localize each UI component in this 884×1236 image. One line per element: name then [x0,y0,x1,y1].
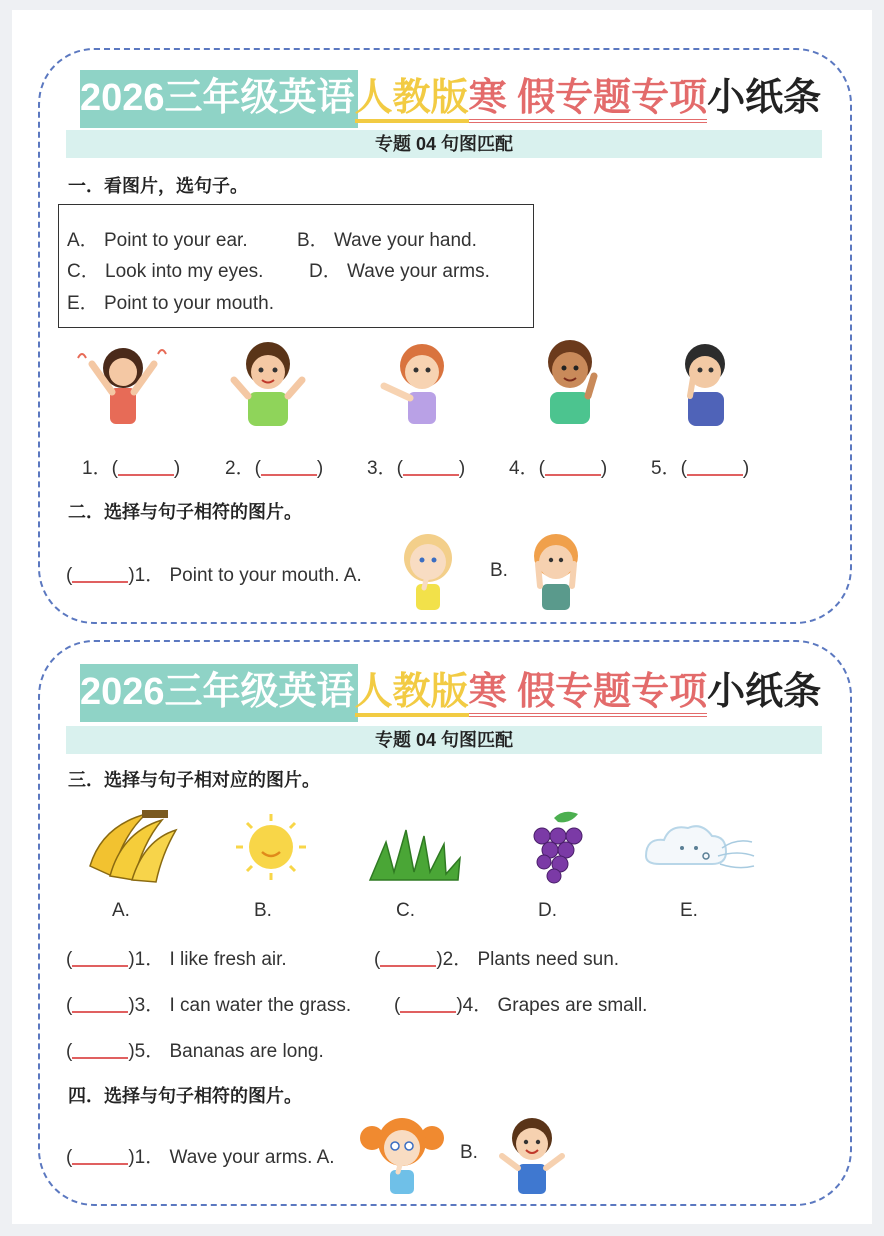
boy-waving-arms-image [494,1112,570,1196]
girl-finger-on-lips-image [352,1112,452,1196]
question-line: ( )1． I like fresh air. [66,949,287,970]
wind-cloud-image [636,816,762,880]
blank-line[interactable] [545,456,601,476]
picture-label-b: B. [254,900,272,921]
option-b-label: B. [460,1142,478,1163]
blank-line[interactable] [72,1039,128,1059]
blank-line[interactable] [261,456,317,476]
blank-line[interactable] [72,563,128,583]
kid-pointing-ear-image [520,336,620,432]
answer-blank-3[interactable]: 3．( ) [367,458,466,479]
picture-label-c: C. [396,900,415,921]
kid-pointing-ears-image [218,336,318,432]
kid-pointing-eyes-image [660,336,750,432]
worksheet-card-1 [38,48,852,624]
question-line: ( )3． I can water the grass. [66,995,352,1016]
blank-line[interactable] [72,1145,128,1165]
question-line: ( )2． Plants need sun. [374,949,620,970]
boy-covering-ears-image [520,528,590,612]
answer-blank-1[interactable]: 1．( ) [82,458,181,479]
answer-blank-5[interactable]: 5．( ) [651,458,750,479]
subtitle-bar: 专题 04 句图匹配 [66,130,822,158]
option-b: B． Wave your hand. [297,230,477,251]
blank-line[interactable] [400,993,456,1013]
question-line: ( )4． Grapes are small. [394,995,648,1016]
options-box [58,204,534,328]
blank-line[interactable] [118,456,174,476]
grapes-image [524,806,590,886]
blank-line[interactable] [72,947,128,967]
picture-label-d: D. [538,900,557,921]
page-title: 2026三年级英语人教版寒 假专题专项小纸条 [80,670,821,714]
page-title: 2026三年级英语人教版寒 假专题专项小纸条 [80,76,821,120]
option-e: E． Point to your mouth. [67,293,274,314]
option-b-label: B. [490,560,508,581]
blank-line[interactable] [687,456,743,476]
blank-line[interactable] [403,456,459,476]
blank-line[interactable] [380,947,436,967]
bananas-image [82,806,182,886]
section-heading: 三．选择与句子相对应的图片。 [68,770,320,790]
section-heading: 二．选择与句子相符的图片。 [68,502,302,522]
kid-waving-hands-image [68,336,178,432]
picture-label-a: A. [112,900,130,921]
question-line: ( )5． Bananas are long. [66,1041,324,1062]
kid-waving-hand-image [370,336,470,432]
section-heading: 四．选择与句子相符的图片。 [68,1086,302,1106]
picture-label-e: E. [680,900,698,921]
question-line: ( )1． Wave your arms. A. [66,1147,335,1168]
grass-image [366,822,462,882]
option-a: A． Point to your ear. [67,230,248,251]
subtitle-bar: 专题 04 句图匹配 [66,726,822,754]
sun-image [228,812,314,882]
girl-pointing-mouth-image [390,528,466,612]
answer-blank-2[interactable]: 2．( ) [225,458,324,479]
blank-line[interactable] [72,993,128,1013]
section-heading: 一．看图片，选句子。 [68,176,248,196]
option-c: C． Look into my eyes. [67,261,264,282]
answer-blank-4[interactable]: 4．( ) [509,458,608,479]
worksheet-card-2 [38,640,852,1206]
question-line: ( )1． Point to your mouth. A. [66,565,362,586]
option-d: D． Wave your arms. [309,261,490,282]
